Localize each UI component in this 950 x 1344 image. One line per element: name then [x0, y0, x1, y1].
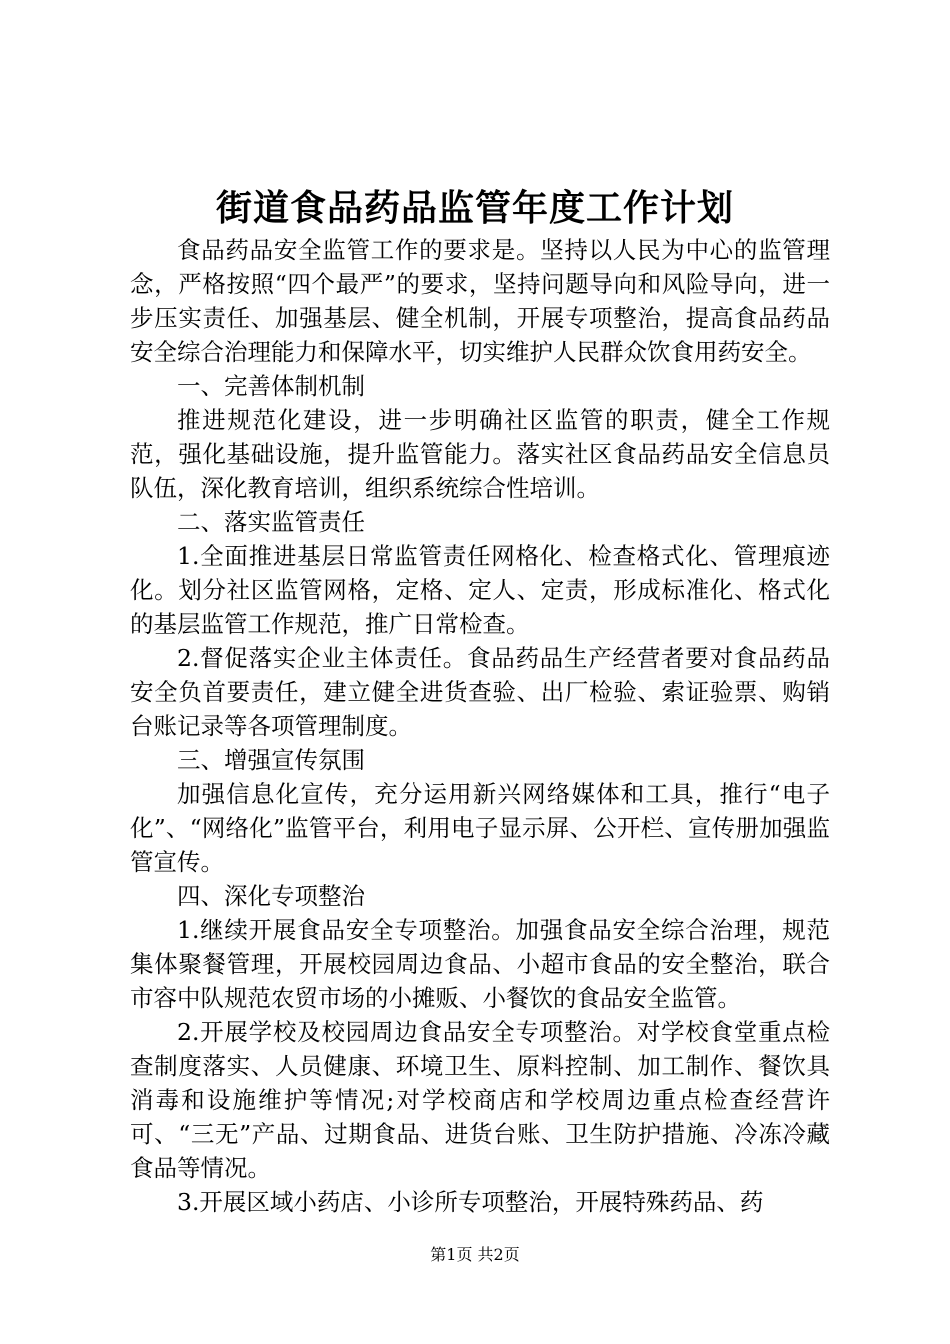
section-heading-4: 四、深化专项整治: [177, 882, 365, 910]
intro-paragraph: 食品药品安全监管工作的要求是。坚持以人民为中心的监管理念，严格按照“四个最严”的要求，坚持问题导向和风险导向，进一步压实责任、加强基层、健全机制，开展专项整治，提高食品药品安全综合治理能力和保障水平，切实维护人民群众饮食用药安全。: [130, 236, 830, 366]
section-1-paragraph: 推进规范化建设，进一步明确社区监管的职责，健全工作规范，强化基础设施，提升监管能力。落实社区食品药品安全信息员队伍，深化教育培训，组织系统综合性培训。: [130, 406, 830, 502]
section-3-paragraph: 加强信息化宣传，充分运用新兴网络媒体和工具，推行“电子化”、“网络化”监管平台，利用电子显示屏、公开栏、宣传册加强监管宣传。: [130, 780, 830, 876]
section-4-item-3: 3.开展区域小药店、小诊所专项整治，开展特殊药品、药: [177, 1188, 764, 1216]
section-2-item-1: 1.全面推进基层日常监管责任网格化、检查格式化、管理痕迹化。划分社区监管网格，定格、定人、定责，形成标准化、格式化的基层监管工作规范，推广日常检查。: [130, 542, 830, 638]
section-4-item-1: 1.继续开展食品安全专项整治。加强食品安全综合治理，规范集体聚餐管理，开展校园周边食品、小超市食品的安全整治，联合市容中队规范农贸市场的小摊贩、小餐饮的食品安全监管。: [130, 916, 830, 1012]
section-2-item-2: 2.督促落实企业主体责任。食品药品生产经营者要对食品药品安全负首要责任，建立健全进货查验、出厂检验、索证验票、购销台账记录等各项管理制度。: [130, 644, 830, 740]
document-body: [130, 233, 830, 1219]
section-heading-2: 二、落实监管责任: [177, 508, 365, 536]
section-heading-3: 三、增强宣传氛围: [177, 746, 365, 774]
page-footer: 第1页 共2页: [430, 1245, 520, 1264]
section-4-item-2: 2.开展学校及校园周边食品安全专项整治。对学校食堂重点检查制度落实、人员健康、环境卫生、原料控制、加工制作、餐饮具消毒和设施维护等情况;对学校商店和学校周边重点检查经营许可、“三无”产品、过期食品、进货台账、卫生防护措施、冷冻冷藏食品等情况。: [130, 1018, 830, 1182]
section-heading-1: 一、完善体制机制: [177, 372, 365, 400]
document-title: 街道食品药品监管年度工作计划: [215, 187, 734, 229]
